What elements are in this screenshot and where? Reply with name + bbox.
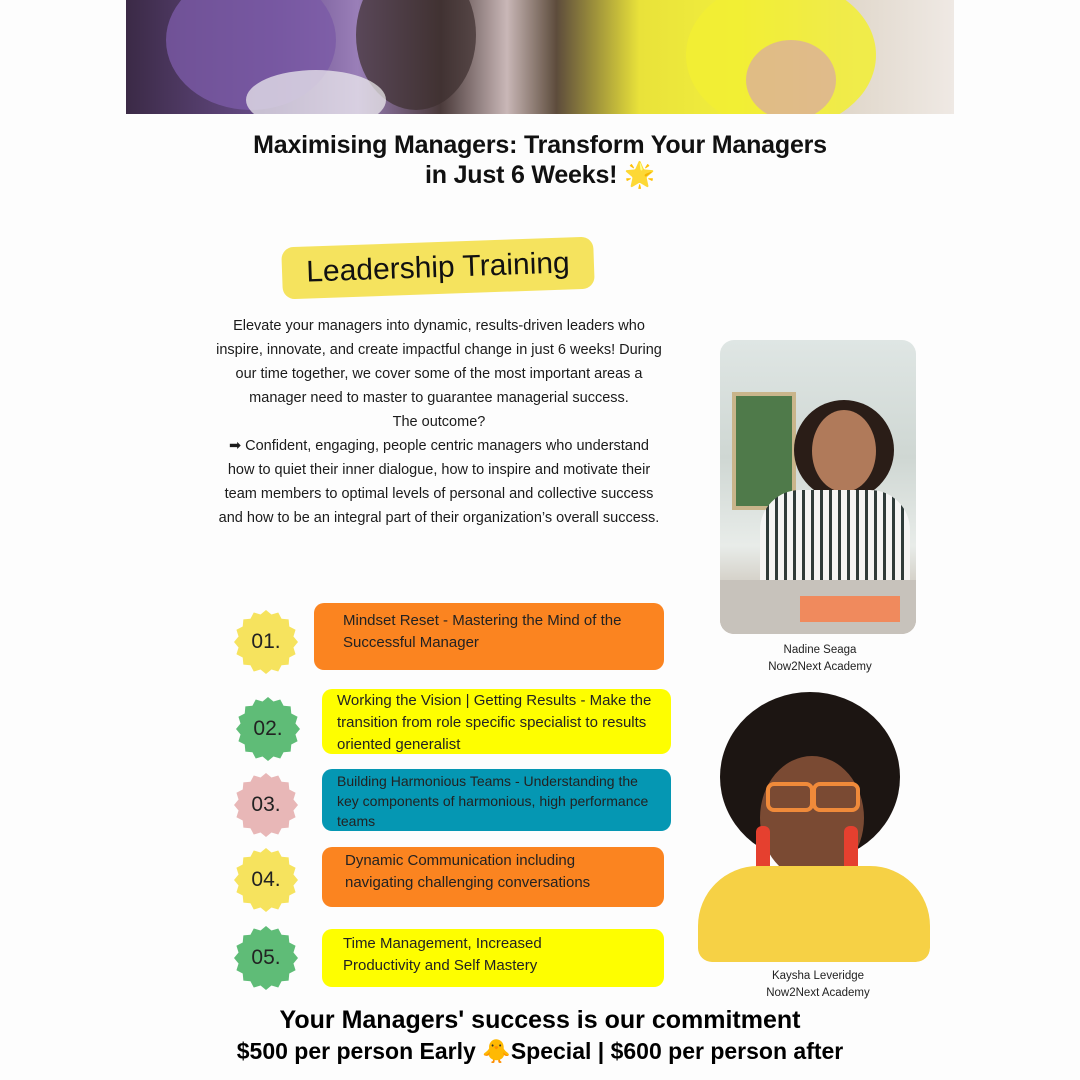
presenter-caption xyxy=(738,968,898,1002)
presenter-name: Nadine Seaga xyxy=(783,644,857,656)
module-number: 04. xyxy=(251,868,281,891)
module-number-badge xyxy=(234,848,298,912)
module-text: Mindset Reset - Mastering the Mind of the Successful Manager xyxy=(343,612,622,651)
module-number-badge xyxy=(234,773,298,837)
module-card xyxy=(314,603,664,670)
module-number: 02. xyxy=(253,717,283,740)
module-number: 03. xyxy=(251,793,281,816)
pricing-text: $500 per person Early 🐥Special | $600 per person after xyxy=(236,1038,844,1064)
intro-question: The outcome? xyxy=(392,414,486,430)
presenter-caption xyxy=(740,642,900,676)
intro-outcome: ➡ Confident, engaging, people centric managers who understand how to quiet their inner dialogue, how to inspire and motivate their team members to optimal levels of personal and collective success and how to be an integral part of their organization’s overall success. xyxy=(218,438,660,526)
module-text: Building Harmonious Teams - Understanding the key components of harmonious, high performance teams xyxy=(337,773,649,829)
module-number-badge xyxy=(234,926,298,990)
module-text: Dynamic Communication including navigating challenging conversations xyxy=(345,852,591,891)
module-number: 01. xyxy=(251,630,281,653)
module-card xyxy=(322,689,671,754)
page-title: Maximising Managers: Transform Your Managers in Just 6 Weeks! 🌟 xyxy=(253,131,827,189)
module-number-badge xyxy=(236,697,300,761)
presenter-photo xyxy=(694,686,930,962)
module-text: Working the Vision | Getting Results - Make the transition from role specific specialist to results oriented generalist xyxy=(337,692,652,753)
presenter-org: Now2Next Academy xyxy=(768,661,872,673)
module-text: Time Management, Increased Productivity and Self Mastery xyxy=(343,935,542,974)
module-card xyxy=(322,847,664,907)
module-card xyxy=(322,929,664,987)
presenter-org: Now2Next Academy xyxy=(766,987,870,999)
module-number: 05. xyxy=(251,946,281,969)
presenter-photo xyxy=(720,340,916,634)
intro-text xyxy=(216,314,662,530)
presenter-name: Kaysha Leveridge xyxy=(771,970,865,982)
module-card xyxy=(322,769,671,831)
leadership-training-badge: Leadership Training xyxy=(281,237,595,300)
module-number-badge xyxy=(234,610,298,674)
commitment-text: Your Managers' success is our commitment xyxy=(279,1006,801,1034)
intro-paragraph: Elevate your managers into dynamic, results-driven leaders who inspire, innovate, and create impactful change in just 6 weeks! During our time together, we cover some of the most important areas a manager need to master to guarantee managerial success. xyxy=(216,318,662,406)
hero-photo xyxy=(126,0,954,114)
